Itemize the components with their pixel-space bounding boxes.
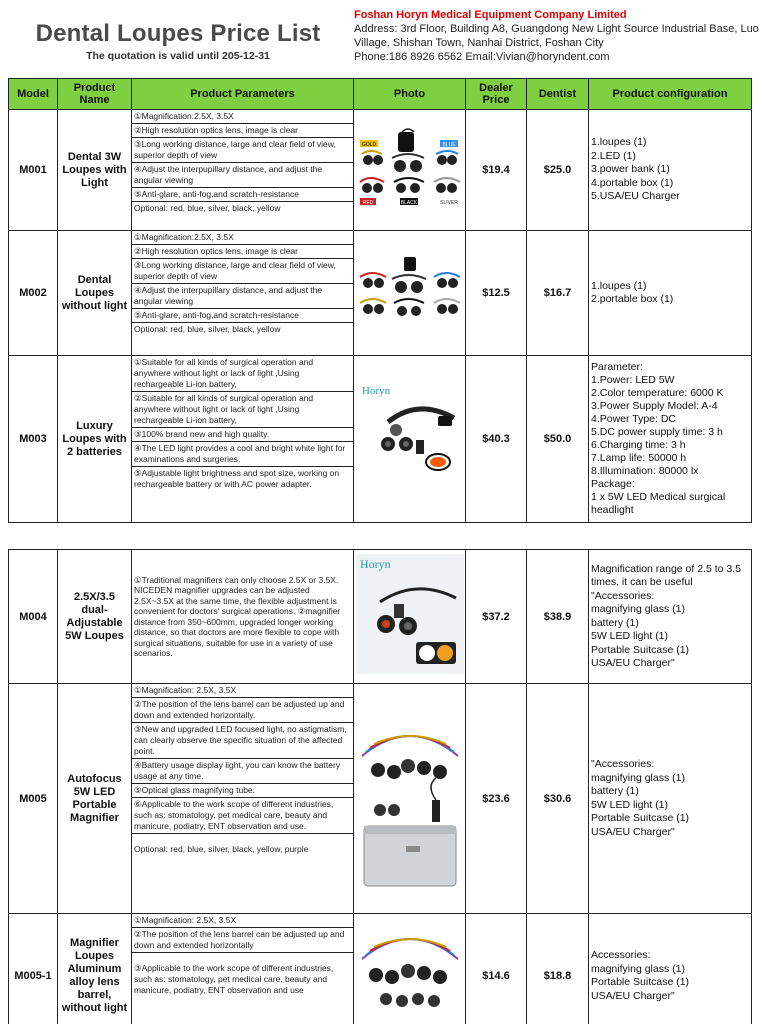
model-cell: M001 (9, 110, 58, 231)
param-item: ④Battery usage display light, you can know the battery usage at any time. (132, 759, 353, 784)
config-cell (589, 110, 752, 231)
model-cell: M005-1 (9, 914, 58, 1024)
table-row (9, 684, 752, 914)
config-line: USA/EU Charger" (591, 825, 675, 838)
color-label-red: RED (362, 199, 373, 206)
config-line: magnifying glass (1) (591, 771, 685, 784)
luxury-loupes-photo (358, 382, 462, 492)
dealer-price-cell: $12.5 (466, 231, 527, 356)
config-line: 1.Power: LED 5W (591, 374, 675, 386)
param-item: ②The position of the lens barrel can be adjusted up and down and extended horizontally. (132, 698, 353, 723)
param-text: ①Traditional magnifiers can only choose 2.5X or 3.5X. NICEDEN magnifier upgrades can be adjusted 2.5X~3.5X at the same time, the flexible adjustment is convenient for doctors' surgical operations. ②magnifier distance from 350~600mm, upgraded longer working distance, so that doctors are more flexible to cope with surgical situations, suitable for use in a variety of use scenarios. (134, 574, 341, 658)
col-config: Product configuration (589, 79, 752, 110)
dentist-price-cell: $50.0 (527, 356, 589, 523)
config-line: USA/EU Charger" (591, 657, 675, 669)
param-item: ⑤Adjustable light brightness and spot size, working on rechargeable battery or with AC power adapter. (134, 468, 340, 489)
config-line: 5W LED light (1) (591, 630, 669, 642)
table-row (9, 914, 752, 1024)
config-line: 3.Power Supply Model: A-4 (591, 400, 718, 412)
param-item: ②High resolution optics lens, image is clear (132, 124, 353, 138)
product-name-cell: Dental 3W Loupes with Light (58, 110, 132, 231)
col-photo: Photo (354, 79, 466, 110)
param-item: Optional: red, blue, silver, black, yellow (134, 203, 281, 213)
loupes-light-photo (358, 128, 462, 208)
config-cell (589, 231, 752, 356)
config-line: "Accessories: (591, 758, 655, 770)
model-cell: M003 (9, 356, 58, 523)
config-line: 5.USA/EU Charger (591, 190, 680, 203)
params-cell (132, 231, 354, 356)
config-cell (589, 356, 752, 523)
param-item: ②The position of the lens barrel can be adjusted up and down and extended horizontally (132, 928, 353, 953)
page-header (0, 0, 768, 78)
config-line: Portable Suitcase (1) (591, 812, 690, 824)
params-cell (132, 914, 354, 1024)
model-cell: M002 (9, 231, 58, 356)
param-item: ①Magnification: 2.5X, 3.5X (132, 684, 353, 698)
param-item: ⑤Optical glass magnifying tube. (132, 784, 353, 798)
company-address: Address: 3rd Floor, Building A8, Guangdong New Light Source Industrial Base, Luo Village, Shishan Town, Nanhai District, Foshan City (354, 23, 759, 49)
param-item: ④Adjust the interpupillary distance, and adjust the angular viewing (132, 284, 353, 309)
table-row (9, 231, 752, 356)
color-label-gold: GOLD (361, 141, 376, 148)
param-item: ③New and upgraded LED focused light, no astigmatism, can clearly observe the specific situation of the affected point. (132, 723, 353, 759)
param-item: ④The LED light provides a cool and bright white light for examinations and surgeries. (132, 442, 353, 467)
config-line: Portable Suitcase (1) (591, 643, 690, 656)
config-cell (589, 550, 752, 684)
config-line: 8.Illumination: 80000 lx (591, 465, 699, 477)
model-cell: M005 (9, 684, 58, 914)
param-item: Optional: red, blue, silver, black, yellow, purple (134, 844, 309, 854)
product-name-cell: Luxury Loupes with 2 batteries (58, 356, 132, 523)
dealer-price-cell: $19.4 (466, 110, 527, 231)
param-item: ②Suitable for all kinds of surgical operation and anywhere without light or lack of light ,Using rechargeable Li-ion battery, (132, 392, 353, 428)
config-line: 1.loupes (1) (591, 279, 647, 292)
color-label-blue: BLUE (441, 141, 456, 148)
product-name-cell: Magnifier Loupes Aluminum alloy lens barrel, without light (58, 914, 132, 1024)
config-line: 3.power bank (1) (591, 163, 670, 176)
photo-cell (354, 914, 466, 1024)
param-item: ①Magnification: 2.5X, 3.5X (132, 914, 353, 928)
price-table-2 (8, 549, 752, 1024)
config-line: USA/EU Charger" (591, 989, 675, 1002)
config-line: 2.portable box (1) (591, 293, 674, 305)
config-line: 5W LED light (1) (591, 798, 669, 811)
table-row (9, 356, 752, 523)
config-line: 4.portable box (1) (591, 176, 674, 189)
loupes-no-light-photo (358, 255, 462, 327)
param-item: ①Suitable for all kinds of surgical operation and anywhere without light or lack of light ,Using rechargeable Li-ion battery, (132, 356, 353, 392)
config-line: 2.LED (1) (591, 149, 636, 162)
dentist-price-cell: $30.6 (527, 684, 589, 914)
brand-logo: Horyn (361, 384, 390, 397)
autofocus-magnifier-photo (356, 686, 464, 906)
config-line: 1.loupes (1) (591, 136, 647, 149)
param-item: ③Long working distance, large and clear field of view, superior depth of view (132, 138, 353, 163)
config-line: magnifying glass (1) (591, 962, 685, 975)
config-line: Parameter: (591, 361, 643, 373)
dentist-price-cell: $16.7 (527, 231, 589, 356)
config-line: battery (1) (591, 785, 639, 797)
params-cell (132, 110, 354, 231)
dentist-price-cell: $18.8 (527, 914, 589, 1024)
param-item: ②High resolution optics lens, image is clear (132, 245, 353, 259)
dealer-price-cell: $23.6 (466, 684, 527, 914)
config-line: Accessories: (591, 949, 651, 961)
config-line: 5.DC power supply time: 3 h (591, 426, 723, 438)
param-item: ①Magnification:2.5X, 3.5X (132, 231, 353, 245)
table-header-row (9, 79, 752, 110)
params-cell (132, 684, 354, 914)
photo-cell (354, 231, 466, 356)
photo-cell (354, 550, 466, 684)
param-item: ⑥Applicable to the work scope of different industries, such as: stomatology, pet medical care, beauty and manicure, podiatry, ENT observation and use. (132, 798, 353, 834)
page-title: Dental Loupes Price List (35, 20, 321, 47)
price-table-1 (8, 78, 752, 523)
dentist-price-cell: $38.9 (527, 550, 589, 684)
config-line: "Accessories: (591, 589, 655, 602)
company-info (354, 8, 764, 64)
config-line: 1 x 5W LED Medical surgical headlight (591, 491, 726, 516)
config-cell (589, 684, 752, 914)
param-item: ③Long working distance, large and clear field of view, superior depth of view (132, 259, 353, 284)
title-block (8, 20, 348, 62)
photo-cell (354, 110, 466, 231)
color-label-silver: SLIVER (439, 199, 458, 206)
config-line: Magnification range of 2.5 to 3.5 times, it can be useful (591, 562, 742, 588)
config-line: 7.Lamp life: 50000 h (591, 452, 687, 464)
color-label-black: BLACK (400, 199, 417, 206)
config-line: Portable Suitcase (1) (591, 976, 690, 988)
product-name-cell: 2.5X/3.5 dual-Adjustable 5W Loupes (58, 550, 132, 684)
company-name: Foshan Horyn Medical Equipment Company Limited (354, 9, 627, 21)
param-item: ①Magnification:2.5X, 3.5X (132, 110, 353, 124)
product-name-cell: Autofocus 5W LED Portable Magnifier (58, 684, 132, 914)
table-row (9, 550, 752, 684)
table-row (9, 110, 752, 231)
dentist-price-cell: $25.0 (527, 110, 589, 231)
config-line: battery (1) (591, 616, 639, 629)
product-name-cell: Dental Loupes without light (58, 231, 132, 356)
model-cell: M004 (9, 550, 58, 684)
photo-cell (354, 684, 466, 914)
config-line: Package: (591, 478, 635, 490)
params-cell (132, 550, 354, 684)
brand-logo: Horyn (360, 557, 391, 571)
config-line: 2.Color temperature: 6000 K (591, 387, 724, 399)
param-item: ③Applicable to the work scope of different industries, such as: stomatology, pet medical care, beauty and manicure, podiatry, ENT observation and use (134, 963, 334, 995)
config-line: 6.Charging time: 3 h (591, 439, 686, 451)
dealer-price-cell: $37.2 (466, 550, 527, 684)
param-item: ④Adjust the interpupillary distance, and adjust the angular viewing (132, 163, 353, 188)
dealer-price-cell: $40.3 (466, 356, 527, 523)
col-params: Product Parameters (132, 79, 354, 110)
param-item: ③100% brand new and high quality. (132, 428, 353, 442)
company-contact: Phone:186 8926 6562 Email:Vivian@horyndent.com (354, 51, 610, 63)
col-product-name: Product Name (58, 79, 132, 110)
validity-note: The quotation is valid until 205-12-31 (86, 50, 270, 62)
aluminum-loupes-photo (356, 919, 464, 1024)
param-item: ⑤Anti-glare, anti-fog,and scratch-resistance (132, 309, 353, 323)
param-item: Optional: red, blue, silver, black, yellow (134, 324, 281, 334)
config-line: 4.Power Type: DC (591, 413, 677, 425)
photo-cell (354, 356, 466, 523)
param-item: ⑤Anti-glare, anti-fog,and scratch-resistance (132, 188, 353, 202)
config-cell (589, 914, 752, 1024)
dual-adjustable-loupes-photo (356, 554, 464, 674)
col-dealer-price: Dealer Price (466, 79, 527, 110)
config-line: magnifying glass (1) (591, 603, 685, 615)
dealer-price-cell: $14.6 (466, 914, 527, 1024)
params-cell (132, 356, 354, 523)
col-model: Model (9, 79, 58, 110)
col-dentist: Dentist (527, 79, 589, 110)
